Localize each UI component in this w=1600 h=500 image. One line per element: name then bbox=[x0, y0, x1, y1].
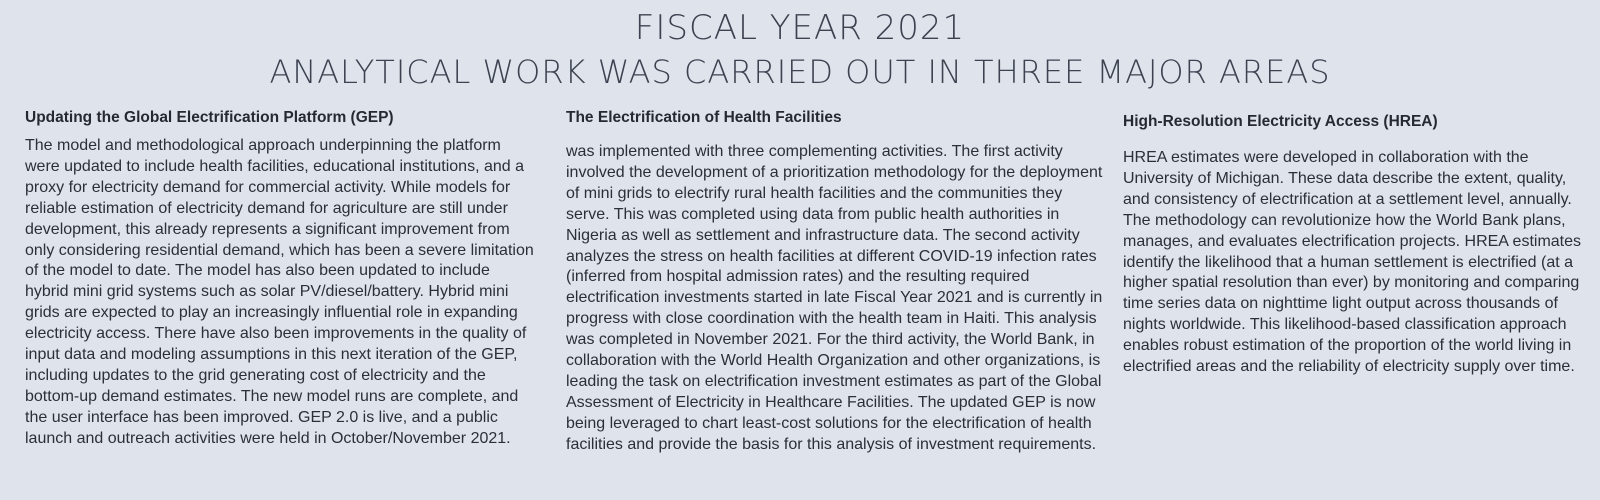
page-title bbox=[0, 8, 1600, 93]
title-line-analytical-work: ANALYTICAL WORK WAS CARRIED OUT IN THREE MAJOR AREAS bbox=[269, 53, 1331, 91]
title-line-fiscal-year: FISCAL YEAR 2021 bbox=[634, 8, 966, 48]
gep-section bbox=[25, 108, 535, 450]
gep-body-text: The model and methodological approach underpinning the platform were updated to include health facilities, educational institutions, and a proxy for electricity demand for commercial activity. While models for reliable estimation of electricity demand for agriculture are still under development, this already represents a significant improvement from only considering residential demand, which has been a severe limitation of the model to date. The model has also been updated to include hybrid mini grid systems such as solar PV/diesel/battery. Hybrid mini grids are expected to play an increasingly influential role in expanding electricity access. There have also been improvements in the quality of input data and modeling assumptions in this next iteration of the GEP, including updates to the grid generating cost of electricity and the bottom-up demand estimates. The new model runs are complete, and the user interface has been improved. GEP 2.0 is live, and a public launch and outreach activities were held in October/November 2021. bbox=[25, 137, 534, 447]
health-facilities-heading: The Electrification of Health Facilities bbox=[566, 109, 842, 126]
health-facilities-body-text: was implemented with three complementing activities. The first activity involved the development of a prioritization methodology for the deployment of mini grids to electrify rural health facilities and the communities they serve. This was completed using data from public health authorities in Nigeria as well as settlement and infrastructure data. The second activity analyzes the stress on health facilities at different COVID-19 infection rates (inferred from hospital admission rates) and the resulting required electrification investments started in late Fiscal Year 2021 and is currently in progress with close coordination with the health team in Haiti. This analysis was completed in November 2021. For the third activity, the World Bank, in collaboration with the World Health Organization and other organizations, is leading the task on electrification investment estimates as part of the Global Assessment of Electricity in Healthcare Facilities. The updated GEP is now being leveraged to chart least-cost solutions for the electrification of health facilities and provide the basis for this analysis of investment requirements. bbox=[566, 143, 1103, 453]
hrea-section bbox=[1123, 112, 1593, 378]
health-facilities-section bbox=[566, 108, 1106, 456]
gep-heading: Updating the Global Electrification Platform (GEP) bbox=[25, 109, 394, 126]
hrea-body-text: HREA estimates were developed in collaboration with the University of Michigan. These data describe the extent, quality, and consistency of electrification at a settlement level, annually. The methodology can revolutionize how the World Bank plans, manages, and evaluates electrification projects. HREA estimates identify the likelihood that a human settlement is electrified (at a higher spatial resolution than ever) by monitoring and comparing time series data on nighttime light output across thousands of nights worldwide. This likelihood-based classification approach enables robust estimation of the proportion of the world living in electrified areas and the reliability of electricity supply over time. bbox=[1123, 149, 1582, 376]
hrea-heading: High-Resolution Electricity Access (HREA) bbox=[1123, 113, 1438, 130]
